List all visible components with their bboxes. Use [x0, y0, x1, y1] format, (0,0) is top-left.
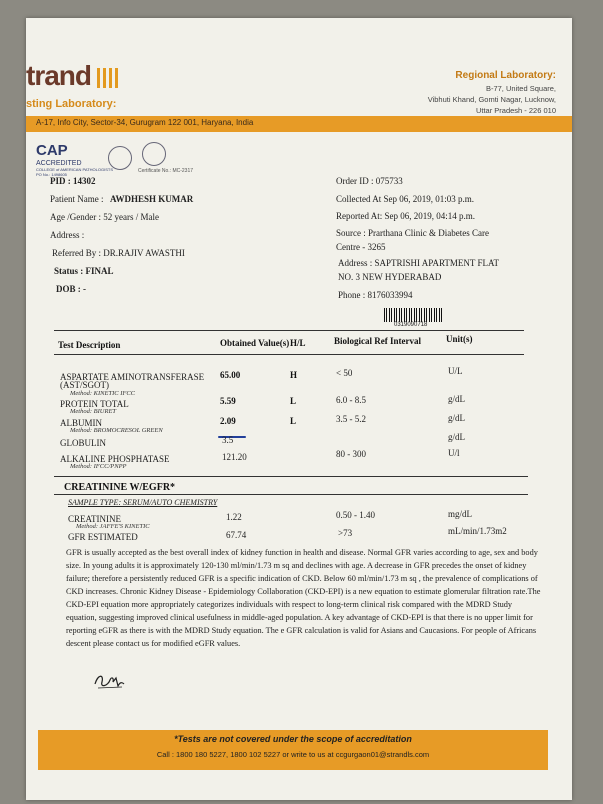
test-name: PROTEIN TOTAL — [60, 399, 129, 409]
test-ref: 3.5 - 5.2 — [336, 414, 366, 424]
gfr-explanation: GFR is usually accepted as the best overall index of kidney function in health and disease. Normal GFR varies according to age, sex and body size. In young adults it is approximately 120-130 ml/min/1.73 m sq and declines with age. A decrease in GFR precedes the onset of kidney failure; therefore a persistently reduced GFR is a specific indication of CKD. Below 60 ml/min/1.73 m sq , the prevalence of complications of CKD increases. Chronic Kidney Disease - Epidemiology Collaboration (CKD-EPI) is a new equation to estimate glomerular filtration rate.The CKD-EPI equation more appropriately categorizes individuals with respect to long-term clinical risk compared with the MDRD Study equation, suggesting improved clinical usefulness in middle-aged population. A key advantage of CKD-EPI is that there is no upper limit for reporting eGFR as there is with the MDRD Study equation. The e GFR calculation is valid for Asians and Caucasions. For people of Africans descent please contact us for modified eGFR values. — [66, 548, 541, 648]
testing-lab-label: sting Laboratory: — [26, 98, 117, 110]
test-flag: L — [290, 416, 297, 426]
header-obtained-values: Obtained Value(s) — [220, 338, 290, 348]
test-name: ALKALINE PHOSPHATASE — [60, 454, 170, 464]
regional-address-line: Uttar Pradesh - 226 010 — [475, 106, 556, 115]
test-name-cont: (AST/SGOT) — [60, 380, 109, 390]
barcode-number: 0319090718 — [394, 322, 428, 328]
test-value: 5.59 — [220, 396, 236, 406]
test-value: 121.20 — [222, 452, 247, 462]
regional-address-line: B-77, United Square, — [485, 84, 556, 93]
test-name: CREATININE — [68, 514, 121, 524]
collected-at: Collected At Sep 06, 2019, 01:03 p.m. — [336, 194, 474, 204]
test-unit: U/L — [448, 366, 463, 376]
test-value: 1.22 — [226, 512, 242, 522]
section-bottom-rule — [54, 494, 528, 495]
referred-by: Referred By : DR.RAJIV AWASTHI — [52, 248, 185, 258]
test-method: Method: BROMOCRESOL GREEN — [70, 427, 163, 434]
test-ref: 6.0 - 8.5 — [336, 395, 366, 405]
status: Status : FINAL — [54, 266, 114, 276]
pid: PID : 14302 — [50, 176, 96, 186]
header-ref-interval: Biological Ref Interval — [334, 336, 421, 346]
section-top-rule — [54, 476, 528, 477]
dob: DOB : - — [56, 284, 86, 294]
test-ref: < 50 — [336, 368, 353, 378]
strand-logo: trand — [26, 60, 119, 92]
test-flag: L — [290, 396, 297, 406]
source-line-2: Centre - 3265 — [336, 242, 386, 252]
lab-address: A-17, Info City, Sector-34, Gurugram 122 001, Haryana, India — [36, 118, 254, 127]
patient-name-label: Patient Name : — [50, 194, 104, 204]
footer-accreditation-note: *Tests are not covered under the scope of accreditation — [174, 734, 412, 744]
order-address-line-1: Address : SAPTRISHI APARTMENT FLAT — [338, 258, 499, 268]
test-flag: H — [290, 370, 298, 380]
test-value: 3.5 — [222, 435, 234, 445]
creatinine-section-title: CREATININE W/EGFR* — [64, 482, 176, 493]
sample-type: SAMPLE TYPE: SERUM/AUTO CHEMISTRY — [68, 498, 218, 507]
report-page — [26, 18, 572, 800]
address-bar — [26, 116, 572, 132]
test-value: 67.74 — [226, 530, 247, 540]
footer-contact: Call : 1800 180 5227, 1800 102 5227 or write to us at ccgurgaon01@strandls.com — [156, 750, 430, 759]
order-id: Order ID : 075733 — [336, 176, 403, 186]
test-unit: U/l — [448, 448, 460, 458]
header-units: Unit(s) — [446, 334, 473, 344]
phone: Phone : 8176033994 — [338, 290, 413, 300]
order-address-line-2: NO. 3 NEW HYDERABAD — [338, 272, 442, 282]
test-name: ALBUMIN — [60, 418, 102, 428]
test-method: Method: IFCC/PNPP — [70, 463, 127, 470]
test-method: Method: JAFFE'S KINETIC — [76, 523, 150, 530]
test-unit: g/dL — [448, 413, 465, 423]
test-ref: >73 — [338, 528, 353, 538]
header-hl: H/L — [290, 338, 306, 348]
test-unit: mg/dL — [448, 509, 472, 519]
cap-accreditation: CAP ACCREDITED COLLEGE of AMERICAN PATHOLOGISTS PO No.: 1498605 — [36, 142, 113, 177]
test-unit: g/dL — [448, 432, 465, 442]
address-label: Address : — [50, 230, 85, 240]
test-ref: 0.50 - 1.40 — [336, 510, 375, 520]
age-gender: Age /Gender : 52 years / Male — [50, 212, 159, 222]
regional-lab-title: Regional Laboratory: — [455, 70, 556, 81]
test-unit: mL/min/1.73m2 — [448, 526, 507, 536]
test-name: ASPARTATE AMINOTRANSFERASE — [60, 372, 205, 382]
logo-mark-icon — [97, 68, 119, 88]
signature-icon — [92, 670, 126, 697]
barcode-icon — [384, 308, 442, 322]
test-method: Method: BIURET — [70, 408, 117, 415]
source-line-1: Source : Prarthana Clinic & Diabetes Care — [336, 228, 489, 238]
test-unit: g/dL — [448, 394, 465, 404]
certification-seal-icon — [142, 142, 166, 166]
table-header-rule — [54, 354, 524, 355]
reported-at: Reported At: Sep 06, 2019, 04:14 p.m. — [336, 211, 475, 221]
test-value: 65.00 — [220, 370, 241, 380]
table-top-rule — [54, 330, 524, 331]
patient-name: AWDHESH KUMAR — [110, 194, 194, 204]
test-method: Method: KINETIC IFCC — [70, 390, 135, 397]
regional-address-line: Vibhuti Khand, Gomti Nagar, Lucknow, — [427, 95, 556, 104]
test-value: 2.09 — [220, 416, 236, 426]
footer-bar — [38, 730, 548, 770]
nabl-seal-icon — [108, 146, 132, 170]
test-name: GLOBULIN — [60, 438, 106, 448]
test-ref: 80 - 300 — [336, 449, 366, 459]
certificate-number: Certificate No.: MC-2317 — [138, 168, 194, 174]
test-name: GFR ESTIMATED — [68, 532, 138, 542]
header-test-description: Test Description — [58, 340, 121, 350]
